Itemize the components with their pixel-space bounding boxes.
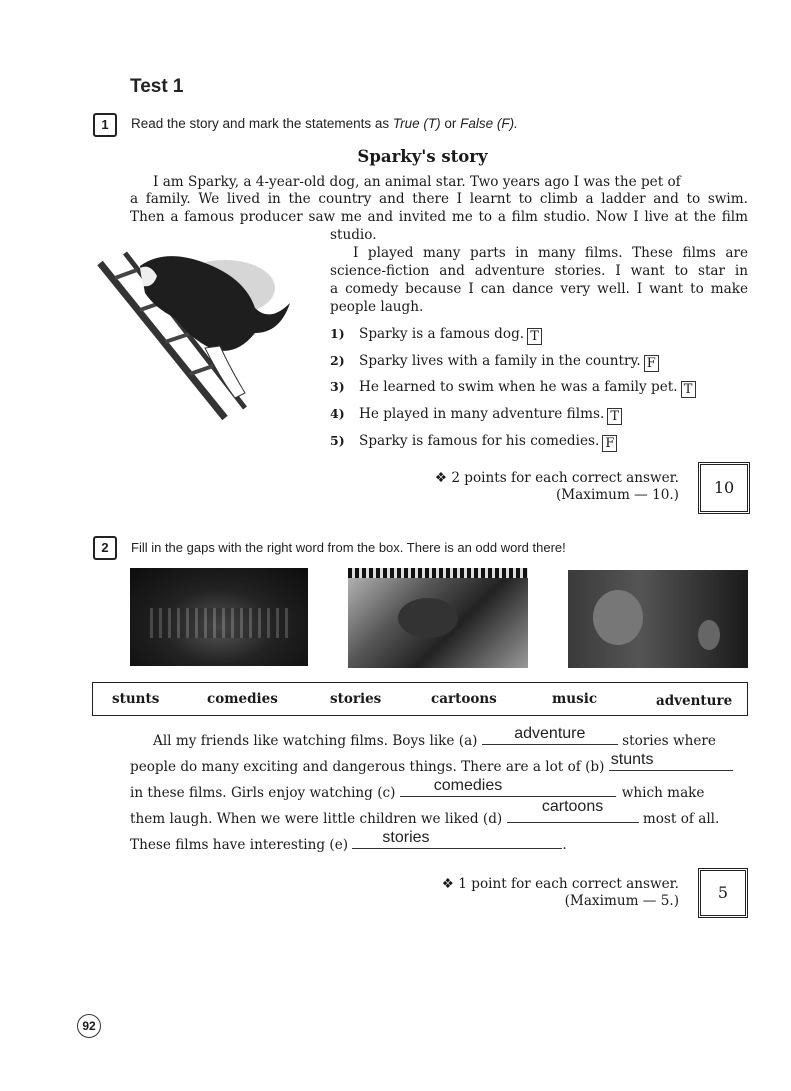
- cartoon-photo: [348, 568, 528, 668]
- gap-text: These films have interesting (e): [130, 837, 349, 853]
- statement-number: 1): [330, 326, 345, 341]
- shrek-photo: [568, 570, 748, 668]
- gap-line-2: [130, 751, 733, 775]
- gap-text: stories where: [622, 733, 716, 749]
- task2-points-note: ❖ 1 point for each correct answer.: [441, 876, 679, 892]
- task1-points-note: ❖ 2 points for each correct answer.: [434, 470, 679, 486]
- gap-b[interactable]: [609, 751, 733, 771]
- statement-text: Sparky is a famous dog.: [359, 326, 525, 342]
- gap-text: .: [562, 837, 567, 853]
- gap-e[interactable]: [352, 829, 562, 849]
- task1-score-box: 10: [698, 462, 750, 514]
- gap-text: which make: [621, 785, 705, 801]
- gap-line-1: [153, 725, 716, 749]
- story-line: people laugh.: [330, 299, 424, 315]
- gap-a[interactable]: [482, 725, 618, 745]
- statement-number: 2): [330, 353, 345, 368]
- answer-box[interactable]: T: [607, 408, 622, 425]
- test-title: Test 1: [130, 76, 184, 97]
- statement-text: Sparky lives with a family in the country.: [359, 353, 641, 369]
- task2-instruction: Fill in the gaps with the right word from the box. There is an odd word there!: [131, 540, 566, 555]
- or-text: or: [440, 116, 461, 131]
- gap-line-4: [130, 798, 720, 827]
- gap-text: most of all.: [642, 811, 720, 827]
- story-line: science-fiction and adventure stories. I want to star in: [330, 263, 748, 279]
- gap-text: them laugh. When we were little children we liked (d): [130, 811, 503, 827]
- task1-instruction: [131, 116, 518, 131]
- statement-number: 3): [330, 379, 345, 394]
- gap-text: people do many exciting and dangerous things. There are a lot of (b): [130, 759, 605, 775]
- task1-maximum: (Maximum — 10.): [555, 487, 679, 503]
- gap-text: All my friends like watching films. Boys like (a): [153, 733, 478, 749]
- answer-box[interactable]: F: [644, 355, 659, 372]
- statement-text-wrap: [359, 326, 542, 345]
- task2-maximum: (Maximum — 5.): [564, 893, 679, 909]
- false-label: False (F).: [460, 116, 518, 131]
- task-number-2: 2: [93, 536, 117, 560]
- statement-number: 5): [330, 433, 345, 448]
- statement-text: He played in many adventure films.: [359, 406, 605, 422]
- statement-row: [330, 326, 539, 344]
- true-label: True (T): [392, 116, 441, 131]
- gap-d[interactable]: [507, 798, 639, 823]
- gap-text: in these films. Girls enjoy watching (c): [130, 785, 396, 801]
- story-title: Sparky's story: [357, 147, 488, 166]
- gap-c[interactable]: [400, 777, 616, 797]
- answer-e: stories: [382, 829, 430, 846]
- statement-row: [330, 406, 620, 424]
- story-line: I am Sparky, a 4-year-old dog, an animal star. Two years ago I was the pet of: [153, 174, 681, 190]
- statement-number: 4): [330, 406, 345, 421]
- word-option: music: [552, 691, 598, 707]
- story-line: a family. We lived in the country and there I learnt to climb a ladder and to swim.: [130, 191, 748, 207]
- word-option: comedies: [207, 691, 278, 707]
- word-option: adventure: [656, 693, 733, 709]
- story-line: a comedy because I can dance very well. I want to make: [330, 281, 748, 297]
- word-box: [92, 682, 748, 716]
- concert-photo: [130, 568, 308, 666]
- page-number: 92: [77, 1014, 101, 1038]
- gap-line-5: [130, 829, 567, 853]
- word-option: stories: [330, 691, 382, 707]
- statement-text-wrap: [359, 406, 622, 425]
- answer-box[interactable]: T: [681, 381, 696, 398]
- answer-b: stunts: [610, 751, 654, 768]
- statement-text-wrap: [359, 433, 617, 452]
- answer-box[interactable]: T: [527, 328, 542, 345]
- statement-row: [330, 433, 615, 451]
- answer-d: cartoons: [541, 798, 604, 815]
- answer-a: adventure: [514, 725, 586, 742]
- word-option: cartoons: [431, 691, 497, 707]
- story-line: Then a famous producer saw me and invited me to a film studio. Now I live at the film: [130, 209, 748, 225]
- statement-row: [330, 379, 693, 397]
- answer-c: comedies: [433, 777, 503, 794]
- task-number-1: 1: [93, 113, 117, 137]
- statement-row: [330, 353, 656, 371]
- instruction-text: Read the story and mark the statements as: [131, 116, 393, 131]
- word-option: stunts: [112, 691, 160, 707]
- story-line: I played many parts in many films. These films are: [353, 245, 748, 261]
- task2-score-box: 5: [698, 868, 748, 918]
- dog-on-ladder-illustration: [95, 248, 295, 420]
- statement-text-wrap: [359, 353, 659, 372]
- answer-box[interactable]: F: [602, 435, 617, 452]
- statement-text: Sparky is famous for his comedies.: [359, 433, 600, 449]
- story-line: studio.: [330, 227, 377, 243]
- statement-text: He learned to swim when he was a family pet.: [359, 379, 678, 395]
- statement-text-wrap: [359, 379, 696, 398]
